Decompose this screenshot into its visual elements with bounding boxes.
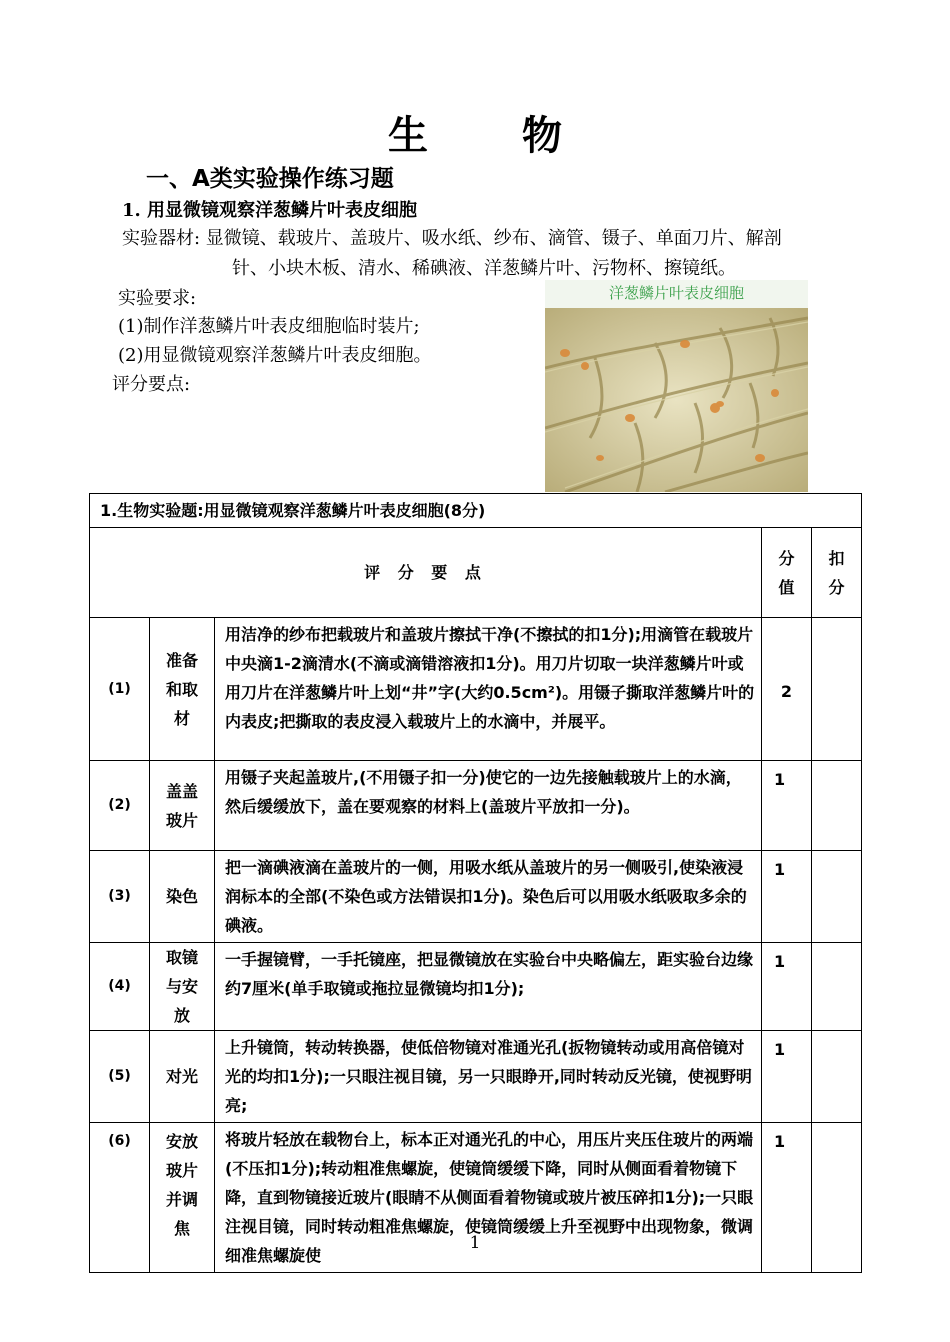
row-score: 2 bbox=[762, 618, 812, 761]
row-deduction bbox=[812, 618, 862, 761]
figure-caption: 洋葱鳞片叶表皮细胞 bbox=[608, 284, 744, 302]
row-number: (3) bbox=[90, 851, 150, 943]
materials-line-2: 针、小块木板、清水、稀碘液、洋葱鳞片叶、污物杯、擦镜纸。 bbox=[232, 258, 736, 279]
scoring-table bbox=[89, 493, 862, 1273]
row-number: (6) bbox=[90, 1123, 150, 1273]
row-description: 将玻片轻放在载物台上，标本正对通光孔的中心，用压片夹压住玻片的两端(不压扣1分);转动粗准焦螺旋，使镜筒缓缓下降，同时从侧面看着物镜下降，直到物镜接近玻片(眼睛不从侧面看着物镜或玻片被压碎扣1分);一只眼注视目镜，同时转动粗准焦螺旋，使镜筒缓缓上升至视野中出现物象，微调细准焦螺旋使 bbox=[215, 1123, 762, 1273]
row-description: 把一滴碘液滴在盖玻片的一侧，用吸水纸从盖玻片的另一侧吸引,使染液浸润标本的全部(不染色或方法错误扣1分)。染色后可以用吸水纸吸取多余的碘液。 bbox=[215, 851, 762, 943]
row-description: 用镊子夹起盖玻片,(不用镊子扣一分)使它的一边先接触载玻片上的水滴，然后缓缓放下，盖在要观察的材料上(盖玻片平放扣一分)。 bbox=[215, 761, 762, 851]
section-heading: 一、A类实验操作练习题 bbox=[146, 166, 394, 192]
row-score: 1 bbox=[762, 761, 812, 851]
page-title: 生 物 bbox=[388, 113, 602, 159]
table-title-row bbox=[90, 494, 862, 528]
row-category: 对光 bbox=[150, 1031, 215, 1123]
table-row bbox=[90, 618, 862, 761]
row-category: 准备和取材 bbox=[150, 618, 215, 761]
table-row bbox=[90, 851, 862, 943]
row-score: 1 bbox=[762, 943, 812, 1031]
table-row bbox=[90, 761, 862, 851]
row-score: 1 bbox=[762, 1031, 812, 1123]
requirements-label: 实验要求: bbox=[118, 288, 197, 309]
row-deduction bbox=[812, 851, 862, 943]
row-score: 1 bbox=[762, 1123, 812, 1273]
table-row bbox=[90, 1031, 862, 1123]
header-score: 分值 bbox=[762, 528, 812, 618]
row-deduction bbox=[812, 761, 862, 851]
table-header-row bbox=[90, 528, 862, 618]
row-number: (5) bbox=[90, 1031, 150, 1123]
scoring-label: 评分要点: bbox=[112, 374, 191, 395]
row-description: 用洁净的纱布把载玻片和盖玻片擦拭干净(不擦拭的扣1分);用滴管在载玻片中央滴1-2滴清水(不滴或滴错溶液扣1分)。用刀片切取一块洋葱鳞片叶或用刀片在洋葱鳞片叶上划“井”字(大约0.5cm²)。用镊子撕取洋葱鳞片叶的内表皮;把撕取的表皮浸入载玻片上的水滴中，并展平。 bbox=[215, 618, 762, 761]
row-deduction bbox=[812, 943, 862, 1031]
requirement-item-2: (2)用显微镜观察洋葱鳞片叶表皮细胞。 bbox=[118, 345, 432, 366]
row-category: 盖盖玻片 bbox=[150, 761, 215, 851]
table-row bbox=[90, 943, 862, 1031]
header-deduct: 扣分 bbox=[812, 528, 862, 618]
subsection-heading: 1. 用显微镜观察洋葱鳞片叶表皮细胞 bbox=[122, 200, 418, 221]
row-category: 染色 bbox=[150, 851, 215, 943]
onion-cell-figure bbox=[545, 280, 808, 492]
row-deduction bbox=[812, 1031, 862, 1123]
header-scoring-points: 评 分 要 点 bbox=[90, 528, 762, 618]
figure-caption-box bbox=[545, 280, 808, 308]
microscope-image bbox=[545, 308, 808, 492]
table-title: 1.生物实验题:用显微镜观察洋葱鳞片叶表皮细胞(8分) bbox=[90, 494, 862, 528]
row-category: 安放玻片并调焦 bbox=[150, 1123, 215, 1273]
row-category: 取镜与安放 bbox=[150, 943, 215, 1031]
requirement-item-1: (1)制作洋葱鳞片叶表皮细胞临时装片; bbox=[118, 316, 420, 337]
row-number: (1) bbox=[90, 618, 150, 761]
row-description: 上升镜筒，转动转换器，使低倍物镜对准通光孔(扳物镜转动或用高倍镜对光的均扣1分);一只眼注视目镜，另一只眼睁开,同时转动反光镜，使视野明亮; bbox=[215, 1031, 762, 1123]
page-number: 1 bbox=[469, 1233, 481, 1253]
row-score: 1 bbox=[762, 851, 812, 943]
row-number: (4) bbox=[90, 943, 150, 1031]
materials-line-1: 实验器材: 显微镜、载玻片、盖玻片、吸水纸、纱布、滴管、镊子、单面刀片、解剖 bbox=[122, 228, 782, 249]
row-description: 一手握镜臂，一手托镜座，把显微镜放在实验台中央略偏左，距实验台边缘约7厘米(单手取镜或拖拉显微镜均扣1分); bbox=[215, 943, 762, 1031]
row-number: (2) bbox=[90, 761, 150, 851]
